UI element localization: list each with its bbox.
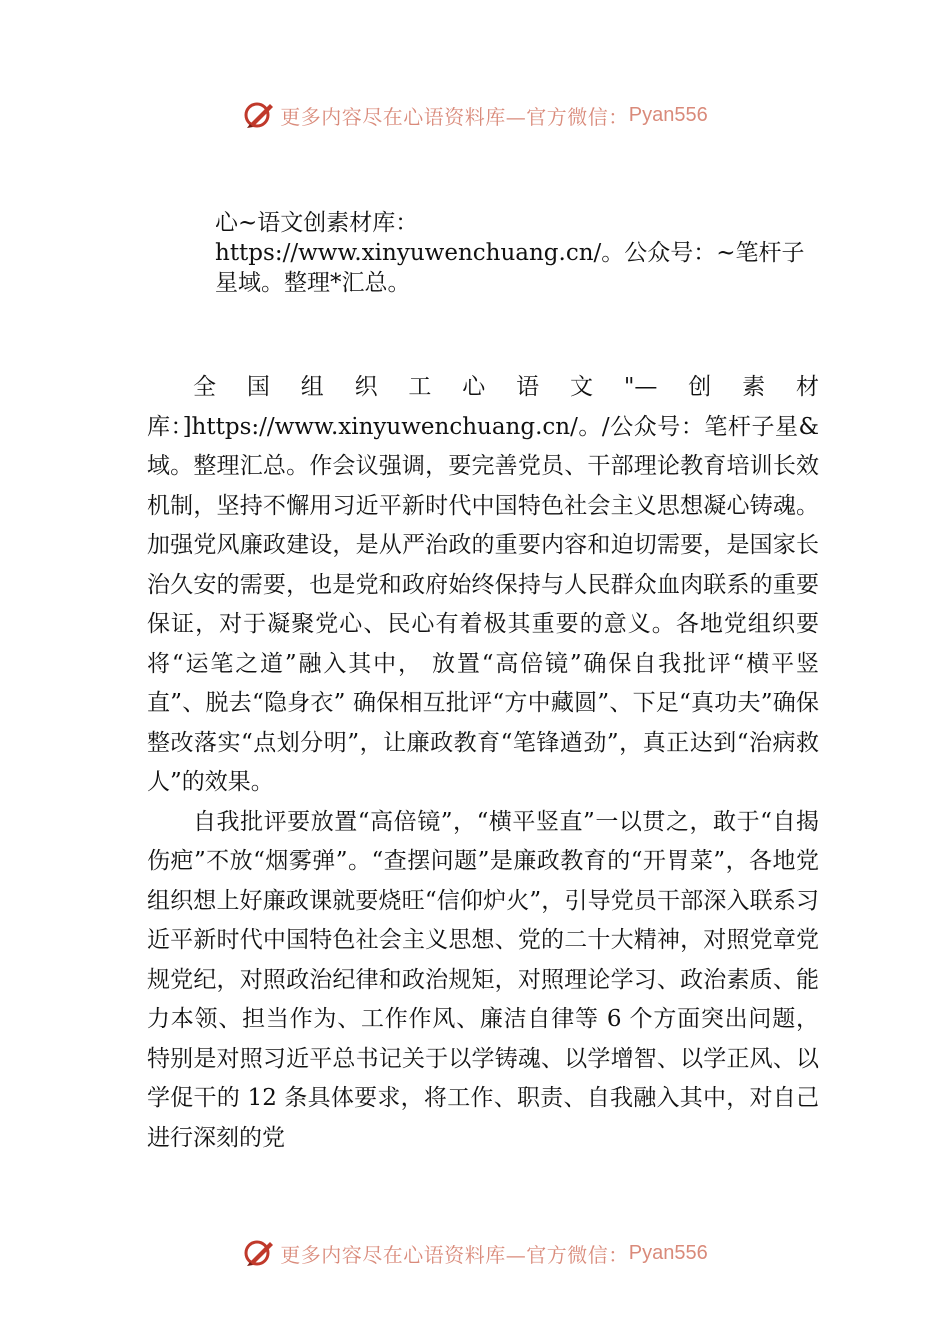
banner-text: 更多内容尽在心语资料库—官方微信： — [280, 1242, 629, 1267]
wechat-id: Pyan556 — [628, 103, 708, 126]
wechat-id: Pyan556 — [628, 1241, 708, 1264]
footer-banner — [0, 1233, 950, 1273]
paragraph-2: 自我批评要放置“高倍镜”，“横平竖直”一以贯之，敢于“自揭伤疤”不放“烟雾弹”。“查摆问题”是廉政教育的“开胃菜”，各地党组织想上好廉政课就要烧旺“信仰炉火”，引导党员干部深入联系习近平新时代中国特色社会主义思想、党的二十大精神，对照党章党规党纪，对照政治纪律和政治规矩，对照理论学习、政治素质、能力本领、担当作为、工作作风、廉洁自律等 6 个方面突出问题，特别是对照习近平总书记关于以学铸魂、以学增智、以学正风、以学促干的 12 条具体要求，将工作、职责、自我融入其中，对自己进行深刻的党 — [147, 808, 819, 1151]
source-note: 心~语文创素材库：https://www.xinyuwenchuang.cn/。公众号：~笔杆子星域。整理*汇总。 — [215, 210, 805, 296]
pen-logo-icon — [242, 1236, 276, 1270]
header-banner — [0, 95, 950, 135]
banner-text: 更多内容尽在心语资料库—官方微信： — [280, 104, 629, 129]
article-body — [147, 368, 819, 1158]
paragraph-1: 全国组织工心语文"—创素材库：]https://www.xinyuwenchuang.cn/。/公众号：笔杆子星&域。整理汇总。作会议强调，要完善党员、干部理论教育培训长效机制，坚持不懈用习近平新时代中国特色社会主义思想凝心铸魂。加强党风廉政建设，是从严治政的重要内容和迫切需要，是国家长治久安的需要，也是党和政府始终保持与人民群众血肉联系的重要保证，对于凝聚党心、民心有着极其重要的意义。各地党组织要将“运笔之道”融入其中， 放置“高倍镜”确保自我批评“横平竖直”、脱去“隐身衣” 确保相互批评“方中藏圆”、下足“真功夫”确保整改落实“点划分明”，让廉政教育“笔锋遒劲”，真正达到“治病救人”的效果。 — [147, 374, 819, 795]
pen-logo-icon — [242, 98, 276, 132]
